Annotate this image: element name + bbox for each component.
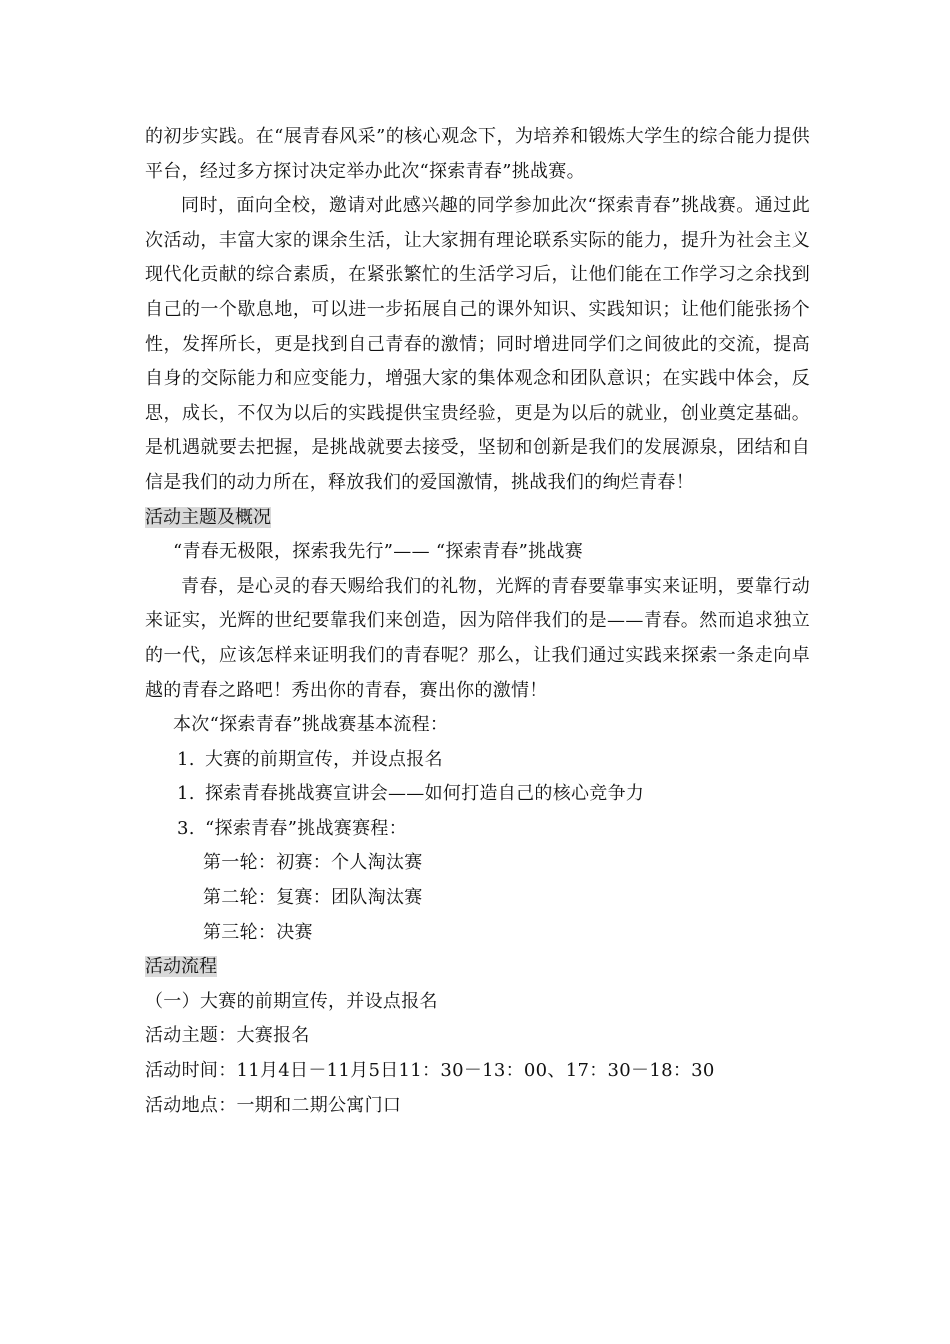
round-item: 第二轮：复赛：团队淘汰赛 <box>203 887 423 909</box>
list-item-number: 3. <box>177 817 195 839</box>
section-heading-process <box>145 950 810 985</box>
document-page <box>145 120 810 1123</box>
list-item-text: 大赛的前期宣传，并设点报名 <box>205 748 443 770</box>
activity-place: 活动地点：一期和二期公寓门口 <box>145 1094 402 1116</box>
list-item-text: “探索青春”挑战赛赛程： <box>205 817 408 839</box>
list-item-number: 1. <box>177 748 195 770</box>
intro-paragraph-1: 的初步实践。在“展青春风采”的核心观念下，为培养和锻炼大学生的综合能力提供平台，经过多方探讨决定举办此次“探索青春”挑战赛。 <box>145 126 810 182</box>
flow-title: 本次“探索青春”挑战赛基本流程： <box>173 714 449 736</box>
list-item <box>145 743 810 778</box>
list-item-text: 探索青春挑战赛宣讲会——如何打造自己的核心竞争力 <box>205 783 645 805</box>
section-heading-theme-text: 活动主题及概况 <box>145 506 271 528</box>
intro-paragraph-2: 同时，面向全校，邀请对此感兴趣的同学参加此次“探索青春”挑战赛。通过此次活动，丰富大家的课余生活，让大家拥有理论联系实际的能力，提升为社会主义现代化贡献的综合素质，在紧张繁忙的生活学习后，让他们能在工作学习之余找到自己的一个歇息地，可以进一步拓展自己的课外知识、实践知识；让他们能张扬个性，发挥所长，更是找到自己青春的激情；同时增进同学们之间彼此的交流，提高自身的交际能力和应变能力，增强大家的集体观念和团队意识；在实践中体会，反思，成长，不仅为以后的实践提供宝贵经验，更是为以后的就业，创业奠定基础。是机遇就要去把握，是挑战就要去接受，坚韧和创新是我们的发展源泉，团结和自信是我们的动力所在，释放我们的爱国激情，挑战我们的绚烂青春！ <box>145 195 810 493</box>
activity-topic: 活动主题：大赛报名 <box>145 1025 310 1047</box>
section-heading-theme <box>145 501 810 536</box>
round-item: 第三轮：决赛 <box>203 921 313 943</box>
round-item: 第一轮：初赛：个人淘汰赛 <box>203 852 423 874</box>
section-heading-process-text: 活动流程 <box>145 956 217 978</box>
slogan: “青春无极限，探索我先行”—— “探索青春”挑战赛 <box>173 541 584 563</box>
activity-time: 活动时间：11月4日－11月5日11：30－13：00、17：30－18：30 <box>145 1060 715 1082</box>
list-item <box>145 812 810 847</box>
list-item <box>145 777 810 812</box>
list-item-number: 1. <box>177 783 195 805</box>
subsection-title: （一）大赛的前期宣传，并设点报名 <box>145 990 438 1012</box>
theme-description: 青春，是心灵的春天赐给我们的礼物，光辉的青春要靠事实来证明，要靠行动来证实，光辉的世纪要靠我们来创造，因为陪伴我们的是——青春。然而追求独立的一代，应该怎样来证明我们的青春呢？那么，让我们通过实践来探索一条走向卓越的青春之路吧！秀出你的青春，赛出你的激情！ <box>145 575 810 701</box>
